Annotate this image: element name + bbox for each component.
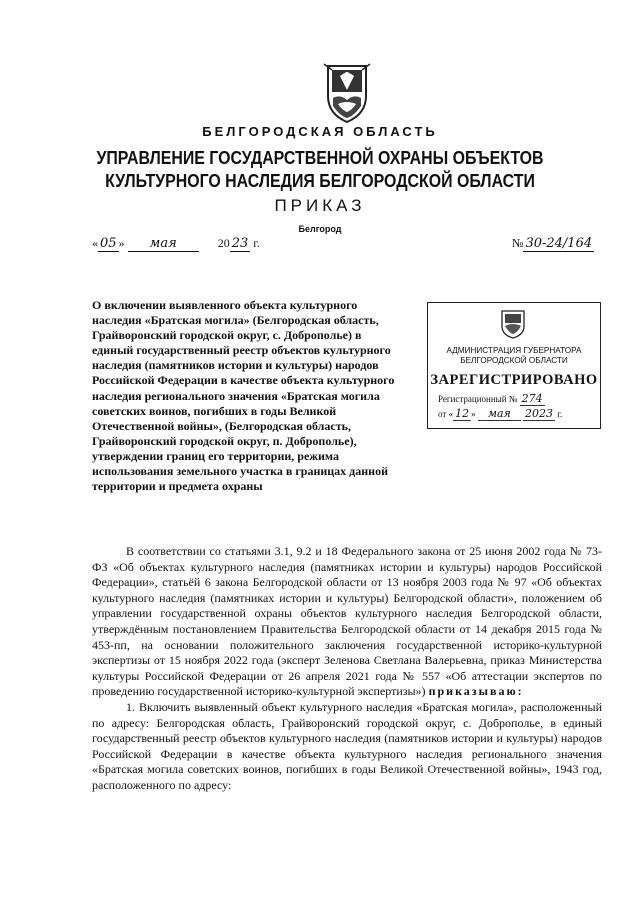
stamp-organization xyxy=(428,346,600,366)
order-body xyxy=(92,544,602,794)
stamp-date-close: » xyxy=(471,409,476,419)
stamp-reg-date xyxy=(438,407,562,420)
number-label: № xyxy=(512,236,524,250)
stamp-reg-number xyxy=(438,392,545,405)
date-open-quote: « xyxy=(92,236,98,250)
stamp-date-day: 12 xyxy=(455,407,470,420)
date-close-quote: » xyxy=(118,236,125,250)
date-year-unit: г. xyxy=(253,236,260,250)
coat-of-arms-emblem xyxy=(322,62,372,124)
document-type: ПРИКАЗ xyxy=(274,196,366,215)
agency-title-line1: УПРАВЛЕНИЕ ГОСУДАРСТВЕННОЙ ОХРАНЫ ОБЪЕКТОВ xyxy=(96,147,544,168)
agency-title-line2: КУЛЬТУРНОГО НАСЛЕДИЯ БЕЛГОРОДСКОЙ ОБЛАСТИ xyxy=(105,170,535,191)
body-paragraph-1 xyxy=(92,544,602,700)
stamp-date-month: мая xyxy=(478,407,521,421)
stamp-emblem-icon xyxy=(500,309,526,339)
registration-stamp xyxy=(427,302,601,429)
stamp-date-unit: г. xyxy=(557,409,563,419)
date-year-suffix: 23 xyxy=(231,236,249,251)
body-paragraph-2: 1. Включить выявленный объект культурного наследия «Братская могила», расположенный по адресу: Белгородская область, Грайворонский городской округ, с. Доброполье, в единый государственный реестр объектов культурного наследия (памятников истории и культуры) народов Российской Федерации в качестве объекта культурного наследия регионального значения «Братская могила советских воинов, погибших в годы Великой Отечественной войны», 1943 год, расположенного по адресу: xyxy=(92,699,602,792)
stamp-reg-value: 274 xyxy=(521,392,543,405)
date-year-prefix: 20 xyxy=(217,236,230,250)
order-date xyxy=(92,236,260,251)
stamp-reg-label: Регистрационный № xyxy=(438,394,518,404)
stamp-date-year: 2023 xyxy=(525,407,554,420)
stamp-org-line1: АДМИНИСТРАЦИЯ ГУБЕРНАТОРА xyxy=(446,346,582,355)
order-number xyxy=(512,236,594,251)
stamp-org-line2: БЕЛГОРОДСКОЙ ОБЛАСТИ xyxy=(460,356,568,365)
order-word: приказываю: xyxy=(428,684,524,699)
stamp-date-from: от « xyxy=(438,409,454,419)
number-value: 30-24/164 xyxy=(525,236,593,251)
order-subject: О включении выявленного объекта культурного наследия «Братская могила» (Белгородская область, Грайворонский городской округ, с. Доброполье) в единый государственный реестр объектов культурного наследия (памятников истории и культуры) народов Российской Федерации в качестве объекта культурного наследия регионального значения «Братская могила советских воинов, погибших в годы Великой Отечественной войны», (Белгородская область, Грайворонский городской округ, п. Доброполье), утверждении границ его территории, режима использования земельного участка в границах данной территории и предмета охраны xyxy=(92,298,395,494)
city-name: Белгород xyxy=(298,224,342,234)
region-title: БЕЛГОРОДСКАЯ ОБЛАСТЬ xyxy=(202,124,438,139)
date-month: мая xyxy=(128,236,199,252)
date-day: 05 xyxy=(100,236,117,251)
stamp-registered: ЗАРЕГИСТРИРОВАНО xyxy=(430,372,598,388)
body-paragraph-1-text: В соответствии со статьями 3.1, 9.2 и 18 Федерального закона от 25 июня 2002 года № 73-ФЗ «Об объектах культурного наследия (памятниках истории и культуры) народов Российской Федерации», статьёй 6 закона Белгородской области от 13 ноября 2003 года № 97 «Об объектах культурного наследия (памятниках истории и культуры) Белгородской области», положением об управлении государственной охраны объектов культурного наследия Белгородской области, утверждённым постановлением Правительства Белгородской области от 14 декабря 2015 года № 453-пп, на основании положительного заключения государственной историко-культурной экспертизы от 15 ноября 2022 года (эксперт Зеленова Светлана Валерьевна, приказ Министерства культуры Российской Федерации от 26 апреля 2021 года № 557 «Об аттестации экспертов по проведению государственной историко-культурной экспертизы») xyxy=(92,544,602,699)
agency-title xyxy=(45,146,595,192)
